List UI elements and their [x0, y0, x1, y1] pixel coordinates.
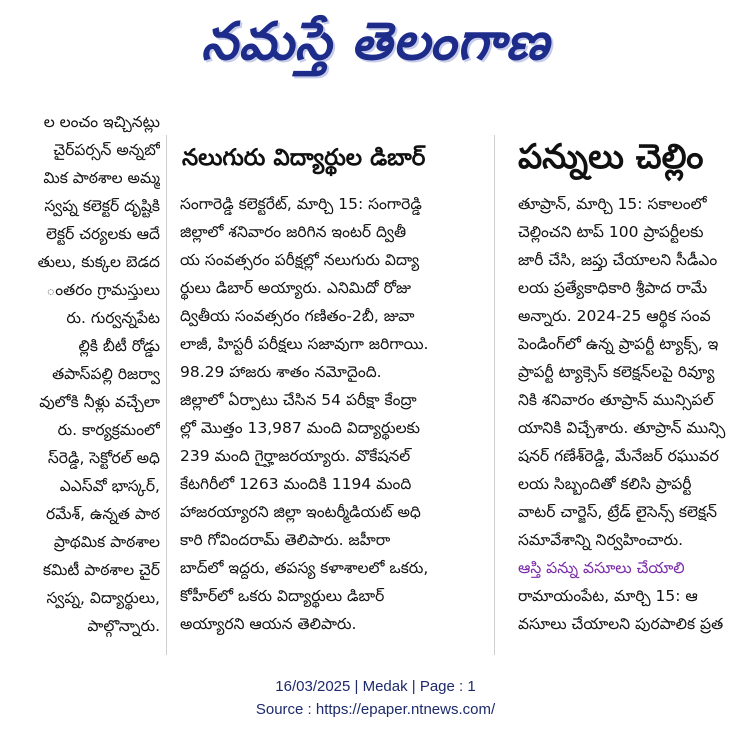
text-line: ల్లో మొత్తం 13,987 మంది విద్యార్థులకు — [180, 419, 421, 437]
text-line: జిల్లాలో శనివారం జరిగిన ఇంటర్ ద్వితీ — [180, 223, 407, 241]
text-line: పాల్గొన్నారు. — [87, 617, 160, 635]
masthead-title: నమస్తే తెలంగాణ — [201, 10, 550, 72]
text-line: రు. గుర్వన్నపేట — [66, 309, 160, 327]
text-line: ఎఎస్‌వో భాస్కర్, — [59, 477, 160, 495]
text-line: స్‌రెడ్డి, సెక్టోరల్ అధి — [47, 449, 160, 467]
text-line: చెల్లించని టాప్ 100 ప్రాపర్టీలకు — [518, 223, 704, 241]
text-line: ద్వితీయ సంవత్సరం గణితం-2బీ, జువా — [180, 307, 415, 325]
text-line: కేటగిరీలో 1263 మందికి 1194 మంది — [180, 475, 412, 493]
text-line: యానికి విచ్చేశారు. తూప్రాన్ మున్సి — [518, 419, 726, 437]
text-line: స్వప్న, విద్యార్థులు, — [46, 589, 160, 607]
text-line: వులోకి నీళ్లు వచ్చేలా — [39, 393, 160, 411]
text-line: షనర్ గణేశ్‌రెడ్డి, మేనేజర్ రఘువర — [518, 447, 719, 465]
right-article-body-continued — [518, 582, 751, 638]
footer-date-edition: 16/03/2025 | Medak | Page : 1 — [275, 678, 476, 695]
text-line: ల లంచం ఇచ్చినట్లు — [43, 113, 160, 131]
text-line: చైర్‌పర్సన్ అన్నబో — [53, 141, 160, 159]
text-line: లయ ప్రత్యేకాధికారి శ్రీపాద రామే — [518, 279, 708, 297]
text-line: స్వప్న కలెక్టర్ దృష్టికి — [44, 197, 160, 215]
text-line: వాటర్ చార్జెస్, ట్రేడ్ లైసెన్స్ కలెక్షన్ — [518, 503, 717, 521]
text-line: ర్థులు డిబార్ అయ్యారు. ఎనిమిదో రోజు — [180, 279, 412, 297]
column-divider-right — [494, 135, 495, 655]
text-line: ప్రాథమిక పాఠశాల — [53, 533, 160, 551]
text-line: కారి గోవిందరామ్ తెలిపారు. జహీరా — [180, 531, 391, 549]
text-line: లెక్టర్ చర్యలకు ఆదే — [46, 225, 160, 243]
right-article-headline: పన్నులు చెల్లిం — [518, 137, 704, 177]
column-divider-left — [166, 135, 167, 655]
text-line: 98.29 హాజరు శాతం నమోదైంది. — [180, 363, 382, 381]
text-line: కమిటీ పాఠశాల చైర్ — [42, 561, 160, 579]
text-line: తపాస్‌పల్లి రిజర్వా — [52, 365, 160, 383]
footer-source: Source : https://epaper.ntnews.com/ — [255, 701, 496, 718]
text-line: హాజరయ్యారని జిల్లా ఇంటర్మీడియట్ అధి — [180, 503, 421, 521]
text-line: అన్నారు. 2024-25 ఆర్థిక సంవ — [518, 307, 711, 325]
text-line: రామాయంపేట, మార్చి 15: ఆ — [518, 587, 698, 605]
text-line: సంగారెడ్డి కలెక్టరేట్, మార్చి 15: సంగారెడ్డి — [180, 195, 422, 213]
text-line: సమావేశాన్ని నిర్వహించారు. — [518, 531, 684, 549]
text-line: బాద్‌లో ఇద్దరు, తపస్య కళాశాలలో ఒకరు, — [180, 559, 429, 577]
text-line: ంతరం గ్రామస్తులు — [46, 281, 160, 299]
right-article-body — [518, 190, 751, 554]
text-line: రమేశ్, ఉన్నత పాఠ — [46, 505, 160, 523]
text-line: లయ సిబ్బందితో కలిసి ప్రాపర్టీ — [518, 475, 692, 493]
middle-article — [180, 138, 482, 648]
text-line: జిల్లాలో ఏర్పాటు చేసిన 54 పరీక్షా కేంద్రా — [180, 391, 417, 409]
text-line: ప్రాపర్టీ ట్యాక్సెస్ కలెక్షన్‌లపై రివ్యూ — [518, 363, 715, 381]
text-line: తూప్రాన్, మార్చి 15: సకాలంలో — [518, 195, 707, 213]
text-line: 239 మంది గైర్హాజరయ్యారు. వొకేషనల్ — [180, 447, 411, 465]
text-line: య సంవత్సరం పరీక్షల్లో నలుగురు విద్యా — [180, 251, 420, 269]
text-line: నికి శనివారం తూప్రాన్ మున్సిపల్ — [518, 391, 714, 409]
masthead — [0, 0, 751, 95]
left-column-article — [0, 108, 160, 648]
text-line: మిక పాఠశాల అమ్మ — [43, 169, 160, 187]
text-line: అయ్యారని ఆయన తెలిపారు. — [180, 615, 357, 633]
middle-article-body — [180, 190, 482, 638]
middle-article-headline: నలుగురు విద్యార్థుల డిబార్ — [182, 145, 426, 171]
text-line: వసూలు చేయాలని పురపాలిక ప్రత — [518, 615, 724, 633]
text-line: పెండింగ్‌లో ఉన్న ప్రాపర్టీ ట్యాక్స్, ఇ — [518, 335, 719, 353]
text-line: కోహీర్‌లో ఒకరు విద్యార్థులు డిబార్ — [180, 587, 385, 605]
text-line: లాజీ, హిస్టరీ పరీక్షలు సజావుగా జరిగాయి. — [180, 335, 429, 353]
text-line: ల్లికి బీటీ రోడ్డు — [78, 337, 160, 355]
right-article — [518, 135, 751, 648]
text-line: రు. కార్యక్రమంలో — [57, 421, 160, 439]
right-article-subhead: ఆస్తి పన్ను వసూలు చేయాలి — [518, 559, 685, 577]
text-line: తులు, కుక్కల బెడద — [37, 253, 160, 271]
text-line: జారీ చేసి, జప్తు చేయాలని సీడీఎం — [518, 251, 718, 269]
